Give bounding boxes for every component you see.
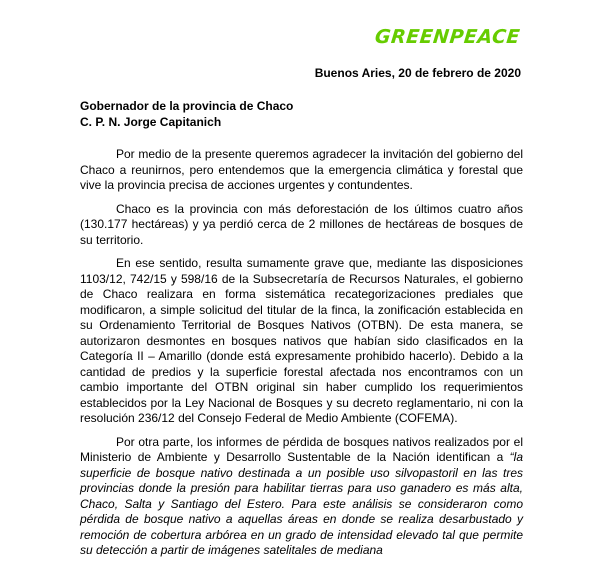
- greenpeace-logo: GREENPEACE: [373, 26, 522, 48]
- letter-body: [80, 147, 523, 568]
- recipient-title: Gobernador de la provincia de Chaco: [80, 99, 294, 113]
- paragraph-4-text: Por otra parte, los informes de pérdida de bosques nativos realizados por el Ministerio de Ambiente y Desarrollo Sustentable de la Nación identifican a: [80, 434, 523, 464]
- paragraph-4-quote: “la superficie de bosque nativo destinada a un posible uso silvopastoril en las tres provincias donde la presión para habilitar tierras para uso ganadero es más alta, Chaco, Salta y Santiago del Estero. Para este análisis se consideraron como pérdida de bosque nativo a aquellas áreas en donde se realiza desarbustado y remoción de cobertura arbórea en un grado de intensidad elevado tal que permite su detección a partir de imágenes satelitales de mediana: [80, 450, 523, 557]
- paragraph-3: En ese sentido, resulta sumamente grave que, mediante las disposiciones 1103/12, 742/15 y 598/16 de la Subsecretaría de Recursos Naturales, el gobierno de Chaco realizara en forma sistemática recategorizaciones prediales que modificaron, a simple solicitud del titular de la finca, la zonificación establecida en su Ordenamiento Territorial de Bosques Nativos (OTBN). De esta manera, se autorizaron desmontes en bosques nativos que habían sido clasificados en la Categoría II – Amarillo (donde está expresamente prohibido hacerlo). Debido a la cantidad de predios y la superficie forestal afectada nos encontramos con un cambio importante del OTBN original sin haber cumplido los requerimientos establecidos por la Ley Nacional de Bosques y su decreto reglamentario, ni con la resolución 236/12 del Consejo Federal de Medio Ambiente (COFEMA).: [80, 256, 523, 425]
- paragraph-1: Por medio de la presente queremos agradecer la invitación del gobierno del Chaco a reunirnos, pero entendemos que la emergencia climática y forestal que vive la provincia precisa de acciones urgentes y contundentes.: [80, 147, 523, 192]
- paragraph-2: Chaco es la provincia con más deforestación de los últimos cuatro años (130.177 hectáreas) y ya perdió cerca de 2 millones de hectáreas de bosques de su territorio.: [80, 201, 523, 247]
- paragraph-4: [80, 435, 523, 559]
- letter-date: Buenos Aries, 20 de febrero de 2020: [314, 66, 521, 80]
- recipient-block: [80, 98, 293, 130]
- recipient-name: C. P. N. Jorge Capitanich: [80, 115, 222, 129]
